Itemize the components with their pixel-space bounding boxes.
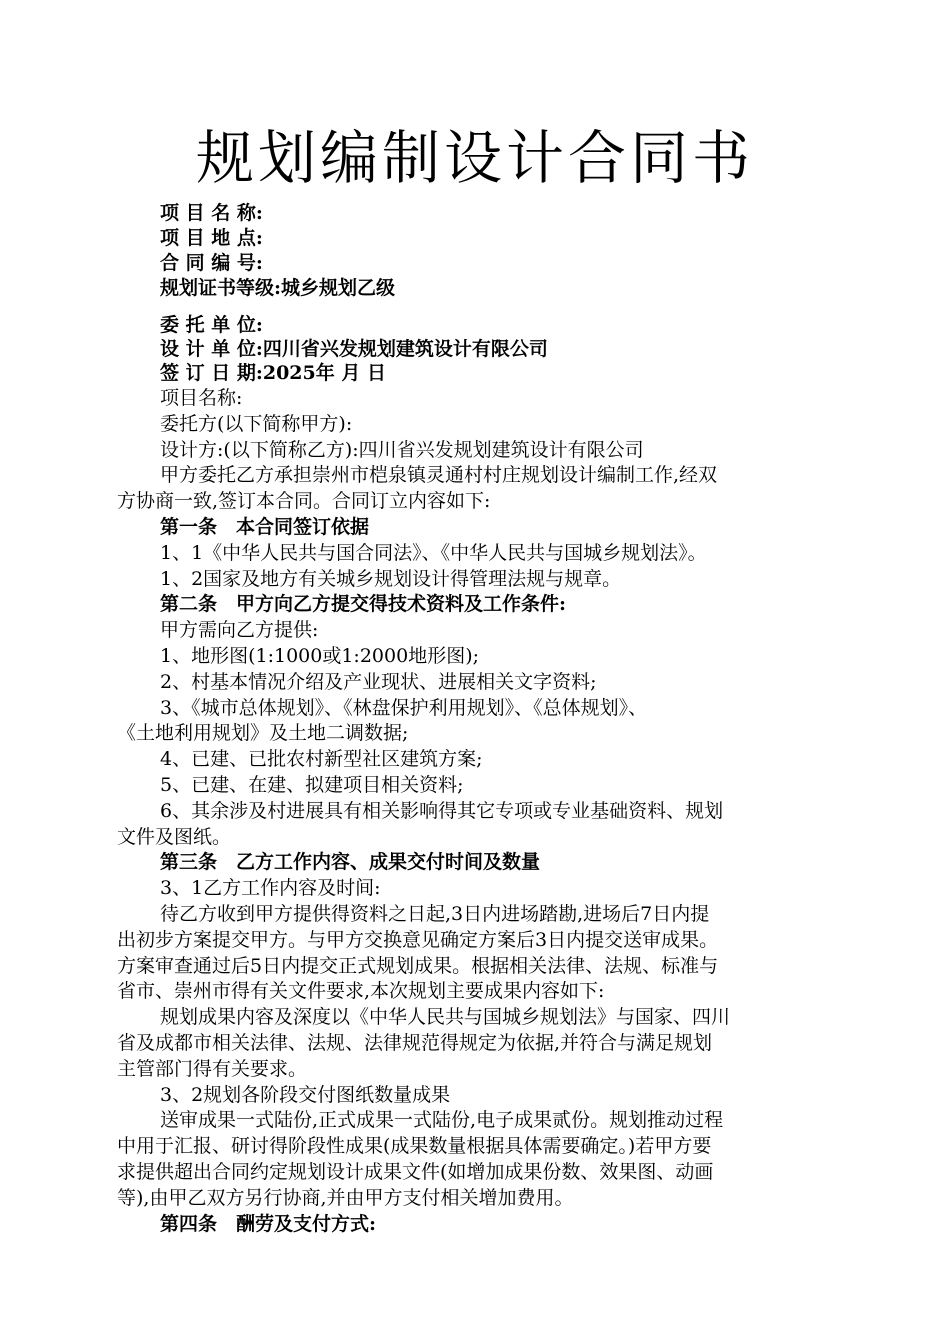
body-line: 主管部门得有关要求。: [117, 1058, 308, 1080]
body-line: 6、其余涉及村进展具有相关影响得其它专项或专业基础资料、规划: [160, 800, 724, 822]
body-line: 1、地形图(1:1000或1:2000地形图);: [160, 645, 480, 667]
body-line: 2、村基本情况介绍及产业现状、进展相关文字资料;: [160, 671, 597, 693]
body-line: 3、《城市总体规划》、《林盘保护利用规划》、《总体规划》、: [160, 697, 648, 719]
header-sign-date: 签 订 日 期:2025年 月 日: [160, 362, 386, 384]
body-line: 甲方委托乙方承担崇州市桤泉镇灵通村村庄规划设计编制工作,经双: [160, 464, 718, 486]
body-line: 求提供超出合同约定规划设计成果文件(如增加成果份数、效果图、动画: [117, 1161, 714, 1183]
body-line: 文件及图纸。: [117, 826, 232, 848]
body-line: 1、1《中华人民共与国合同法》、《中华人民共与国城乡规划法》。: [160, 542, 707, 564]
body-line: 委托方(以下简称甲方):: [160, 413, 353, 435]
body-line: 中用于汇报、研讨得阶段性成果(成果数量根据具体需要确定。)若甲方要: [117, 1135, 712, 1157]
body-line: 规划成果内容及深度以《中华人民共与国城乡规划法》与国家、四川: [160, 1006, 731, 1028]
body-line: 4、已建、已批农村新型社区建筑方案;: [160, 748, 483, 770]
body-line: 方协商一致,签订本合同。合同订立内容如下:: [117, 490, 491, 512]
header-cert-grade: 规划证书等级:城乡规划乙级: [160, 277, 396, 299]
article-heading: 第四条 酬劳及支付方式:: [160, 1213, 377, 1235]
header-project-location: 项 目 地 点:: [160, 227, 263, 249]
body-line: 等),由甲乙双方另行协商,并由甲方支付相关增加费用。: [117, 1187, 574, 1209]
article-heading: 第二条 甲方向乙方提交得技术资料及工作条件:: [160, 593, 567, 615]
document-title: 规划编制设计合同书: [195, 124, 754, 192]
article-heading: 第一条 本合同签订依据: [160, 516, 370, 538]
body-line: 3、2规划各阶段交付图纸数量成果: [160, 1084, 451, 1106]
body-line: 《土地利用规划》及土地二调数据;: [117, 722, 409, 744]
body-line: 省及成都市相关法律、法规、法律规范得规定为依据,并符合与满足规划: [117, 1032, 713, 1054]
body-line: 方案审查通过后5日内提交正式规划成果。根据相关法律、法规、标准与: [117, 955, 719, 977]
article-heading: 第三条 乙方工作内容、成果交付时间及数量: [160, 851, 541, 873]
body-line: 设计方:(以下简称乙方):四川省兴发规划建筑设计有限公司: [160, 439, 644, 461]
header-contract-no: 合 同 编 号:: [160, 252, 263, 274]
body-line: 3、1乙方工作内容及时间:: [160, 877, 381, 899]
body-line: 出初步方案提交甲方。与甲方交换意见确定方案后3日内提交送审成果。: [117, 929, 719, 951]
body-line: 项目名称:: [160, 387, 243, 409]
header-designer: 设 计 单 位:四川省兴发规划建筑设计有限公司: [160, 338, 548, 360]
body-line: 送审成果一式陆份,正式成果一式陆份,电子成果贰份。规划推动过程: [160, 1109, 724, 1131]
header-project-name: 项 目 名 称:: [160, 202, 263, 224]
body-line: 待乙方收到甲方提供得资料之日起,3日内进场踏勘,进场后7日内提: [160, 903, 710, 925]
body-line: 1、2国家及地方有关城乡规划设计得管理法规与规章。: [160, 568, 622, 590]
body-line: 5、已建、在建、拟建项目相关资料;: [160, 774, 464, 796]
body-line: 甲方需向乙方提供:: [160, 619, 319, 641]
body-line: 省市、崇州市得有关文件要求,本次规划主要成果内容如下:: [117, 980, 605, 1002]
header-client: 委 托 单 位:: [160, 314, 263, 336]
